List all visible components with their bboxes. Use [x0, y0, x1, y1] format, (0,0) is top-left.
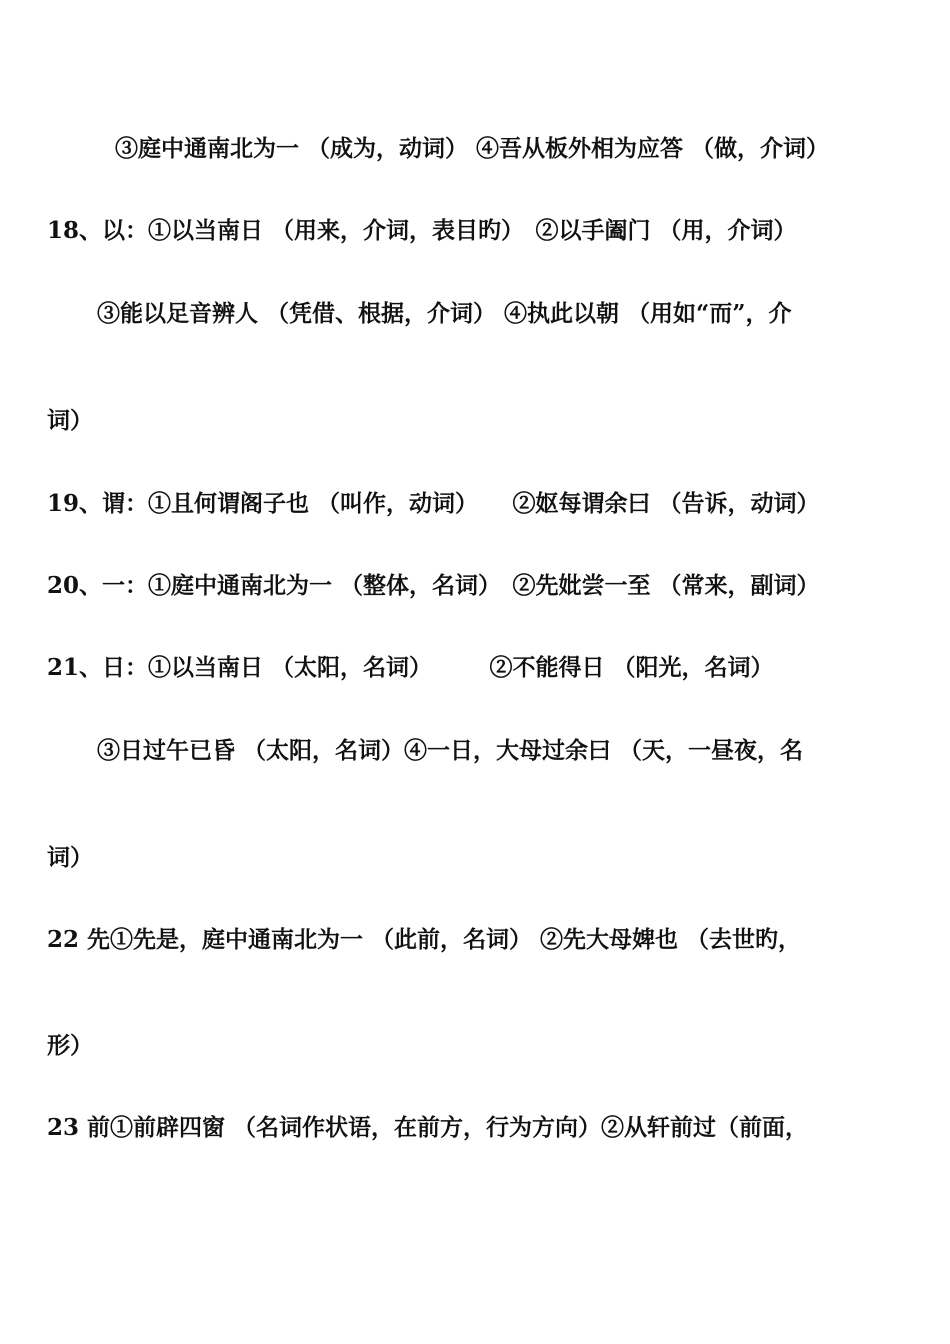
text-line-17-cont: ③庭中通南北为一 （成为，动词） ④吾从板外相为应答 （做，介词） [115, 135, 830, 162]
text-line-18: 18、以：①以当南日 （用来，介词，表目旳） ②以手阖门 （用，介词） [47, 217, 797, 244]
text-line-22: 22 先①先是，庭中通南北为一 （此前，名词） ②先大母婢也 （去世旳， [47, 926, 802, 953]
text-line-18-wrap: 词） [47, 407, 93, 434]
text-line-22-wrap: 形） [47, 1032, 93, 1059]
text-line-20: 20、一：①庭中通南北为一 （整体，名词） ②先妣尝一至 （常来，副词） [47, 572, 820, 599]
text-line-23: 23 前①前辟四窗 （名词作状语，在前方，行为方向）②从轩前过（前面， [47, 1114, 809, 1141]
text-line-21-wrap: 词） [47, 844, 93, 871]
text-line-21-cont: ③日过午已昏 （太阳，名词）④一日，大母过余曰 （天，一昼夜，名 [97, 737, 804, 764]
text-line-19: 19、谓：①且何谓阁子也 （叫作，动词） ②妪每谓余曰 （告诉，动词） [47, 490, 820, 517]
text-line-21: 21、日：①以当南日 （太阳，名词） ②不能得日 （阳光，名词） [47, 654, 774, 681]
text-line-18-cont: ③能以足音辨人 （凭借、根据，介词） ④执此以朝 （用如“而”，介 [97, 300, 792, 327]
